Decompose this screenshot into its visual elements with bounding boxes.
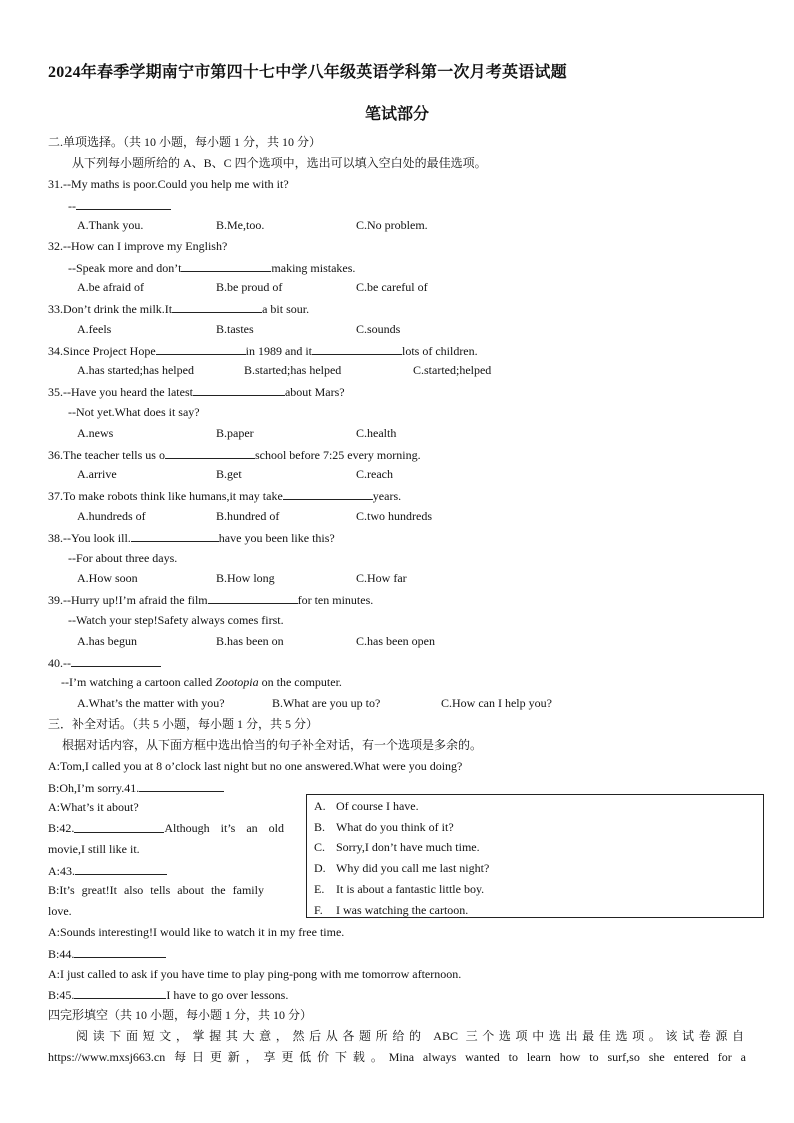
option-a: A.feels [77,322,112,336]
dialogue-line: A:I just called to ask if you have time to play ping-pong with me tomorrow afternoon. [48,967,462,981]
answer-blank [172,300,262,313]
answer-blank-41 [139,779,224,792]
option-b: B.Me,too. [216,218,265,232]
answer-blank [283,487,373,500]
option-b: B.hundred of [216,509,280,523]
option-c: C.No problem. [356,218,428,232]
box-option-e: E. It is about a fantastic little boy. [314,882,485,896]
box-option-b: B. What do you think of it? [314,820,454,834]
question-34: 34.Since Project Hope in 1989 and it lots of children. [48,344,478,358]
answer-blank [71,654,161,667]
box-option-a: A. Of course I have. [314,799,419,813]
option-c: C.has been open [356,634,435,648]
answer-blank-43 [75,862,167,875]
answer-blank [193,383,285,396]
option-c: C.How far [356,571,407,585]
option-a: A.has started;has helped [77,363,194,377]
answer-blank-44 [74,945,166,958]
option-c: C.sounds [356,322,401,336]
option-b: B.be proud of [216,280,283,294]
question-40-reply: --I’m watching a cartoon called Zootopia on the computer. [61,675,342,689]
dialogue-line: A:43. [48,862,167,879]
answer-blank [131,529,219,542]
option-a: A.What’s the matter with you? [77,696,225,710]
option-b: B.What are you up to? [272,696,381,710]
dialogue-line: A:Tom,I called you at 8 o’clock last night but no one answered.What were you doing? [48,759,463,773]
dialogue-line: movie,I still like it. [48,842,140,856]
dialogue-line: B:44. [48,945,166,962]
section-instruction: 根据对话内容，从下面方框中选出恰当的句子补全对话，有一个选项是多余的。 [62,738,483,752]
question-32-line2: --Speak more and don’t making mistakes. [68,261,356,275]
section-heading: 二.单项选择。（共 10 小题，每小题 1 分，共 10 分） [48,135,322,149]
question-38: 38.--You look ill. have you been like this? [48,531,335,545]
box-option-d: D. Why did you call me last night? [314,861,490,875]
option-c: C.reach [356,467,393,481]
exam-subtitle: 笔试部分 [364,106,429,123]
option-c: C.health [356,426,397,440]
answer-blank [312,342,402,355]
answer-blank-45 [74,986,166,999]
option-b: B.started;has helped [244,363,342,377]
option-b: B.has been on [216,634,284,648]
question-35: 35.--Have you heard the latest about Mars? [48,385,345,399]
question-39: 39.--Hurry up!I’m afraid the film for ten minutes. [48,593,374,607]
exam-title: 2024年春季学期南宁市第四十七中学八年级英语学科第一次月考英语试题 [48,64,567,81]
option-c: C.started;helped [413,363,492,377]
section-heading: 四完形填空（共 10 小题，每小题 1 分，共 10 分） [48,1008,313,1022]
option-b: B.paper [216,426,254,440]
dialogue-line: A:What’s it about? [48,800,139,814]
option-b: B.get [216,467,242,481]
question-36: 36.The teacher tells us o school before 7:25 every morning. [48,448,421,462]
answer-blank [165,446,255,459]
cloze-paragraph-line: 阅读下面短文，掌握其大意，然后从各题所给的 ABC 三个选项中选出最佳选项。该试卷源自 [76,1029,744,1043]
answer-blank-42 [74,820,164,833]
box-option-c: C. Sorry,I don’t have much time. [314,840,480,854]
section-instruction: 从下列每小题所给的 A、B、C 四个选项中，选出可以填入空白处的最佳选项。 [72,156,487,170]
option-a: A.Thank you. [77,218,144,232]
question-31: 31.--My maths is poor.Could you help me with it? [48,177,289,191]
option-c: C.be careful of [356,280,428,294]
option-b: B.tastes [216,322,254,336]
option-c: C.two hundreds [356,509,432,523]
answer-blank [208,591,298,604]
answer-blank [181,259,271,272]
option-a: A.has begun [77,634,137,648]
option-a: A.hundreds of [77,509,146,523]
dialogue-line: B:45. I have to go over lessons. [48,988,289,1002]
option-a: A.How soon [77,571,138,585]
dialogue-line: love. [48,904,72,918]
answer-blank [76,197,171,210]
question-39-reply: --Watch your step!Safety always comes first. [68,613,284,627]
question-33: 33.Don’t drink the milk.It a bit sour. [48,302,310,316]
dialogue-line: B:It’s great!It also tells about the family [48,883,264,897]
question-32: 32.--How can I improve my English? [48,239,228,253]
question-40: 40.-- [48,654,161,671]
option-c: C.How can I help you? [441,696,552,710]
options-box [306,794,764,918]
option-a: A.arrive [77,467,117,481]
section-heading: 三．补全对话。（共 5 小题，每小题 1 分，共 5 分） [48,717,319,731]
dialogue-line: A:Sounds interesting!I would like to watch it in my free time. [48,925,345,939]
answer-blank [156,342,246,355]
dialogue-line: B:Oh,I’m sorry.41. [48,779,224,796]
cloze-paragraph-line: https://www.mxsj663.cn 每日更新，享更低价下载。Mina always wanted to learn how to surf,so she entered for a [48,1050,746,1064]
option-a: A.news [77,426,114,440]
question-37: 37.To make robots think like humans,it may take years. [48,489,402,503]
option-b: B.How long [216,571,275,585]
answer-line-31: -- [68,197,171,214]
dialogue-line: B:42. Although it’s an old [48,821,285,835]
option-a: A.be afraid of [77,280,144,294]
box-option-f: F. I was watching the cartoon. [314,903,469,917]
question-38-reply: --For about three days. [68,551,178,565]
question-35-reply: --Not yet.What does it say? [68,405,200,419]
